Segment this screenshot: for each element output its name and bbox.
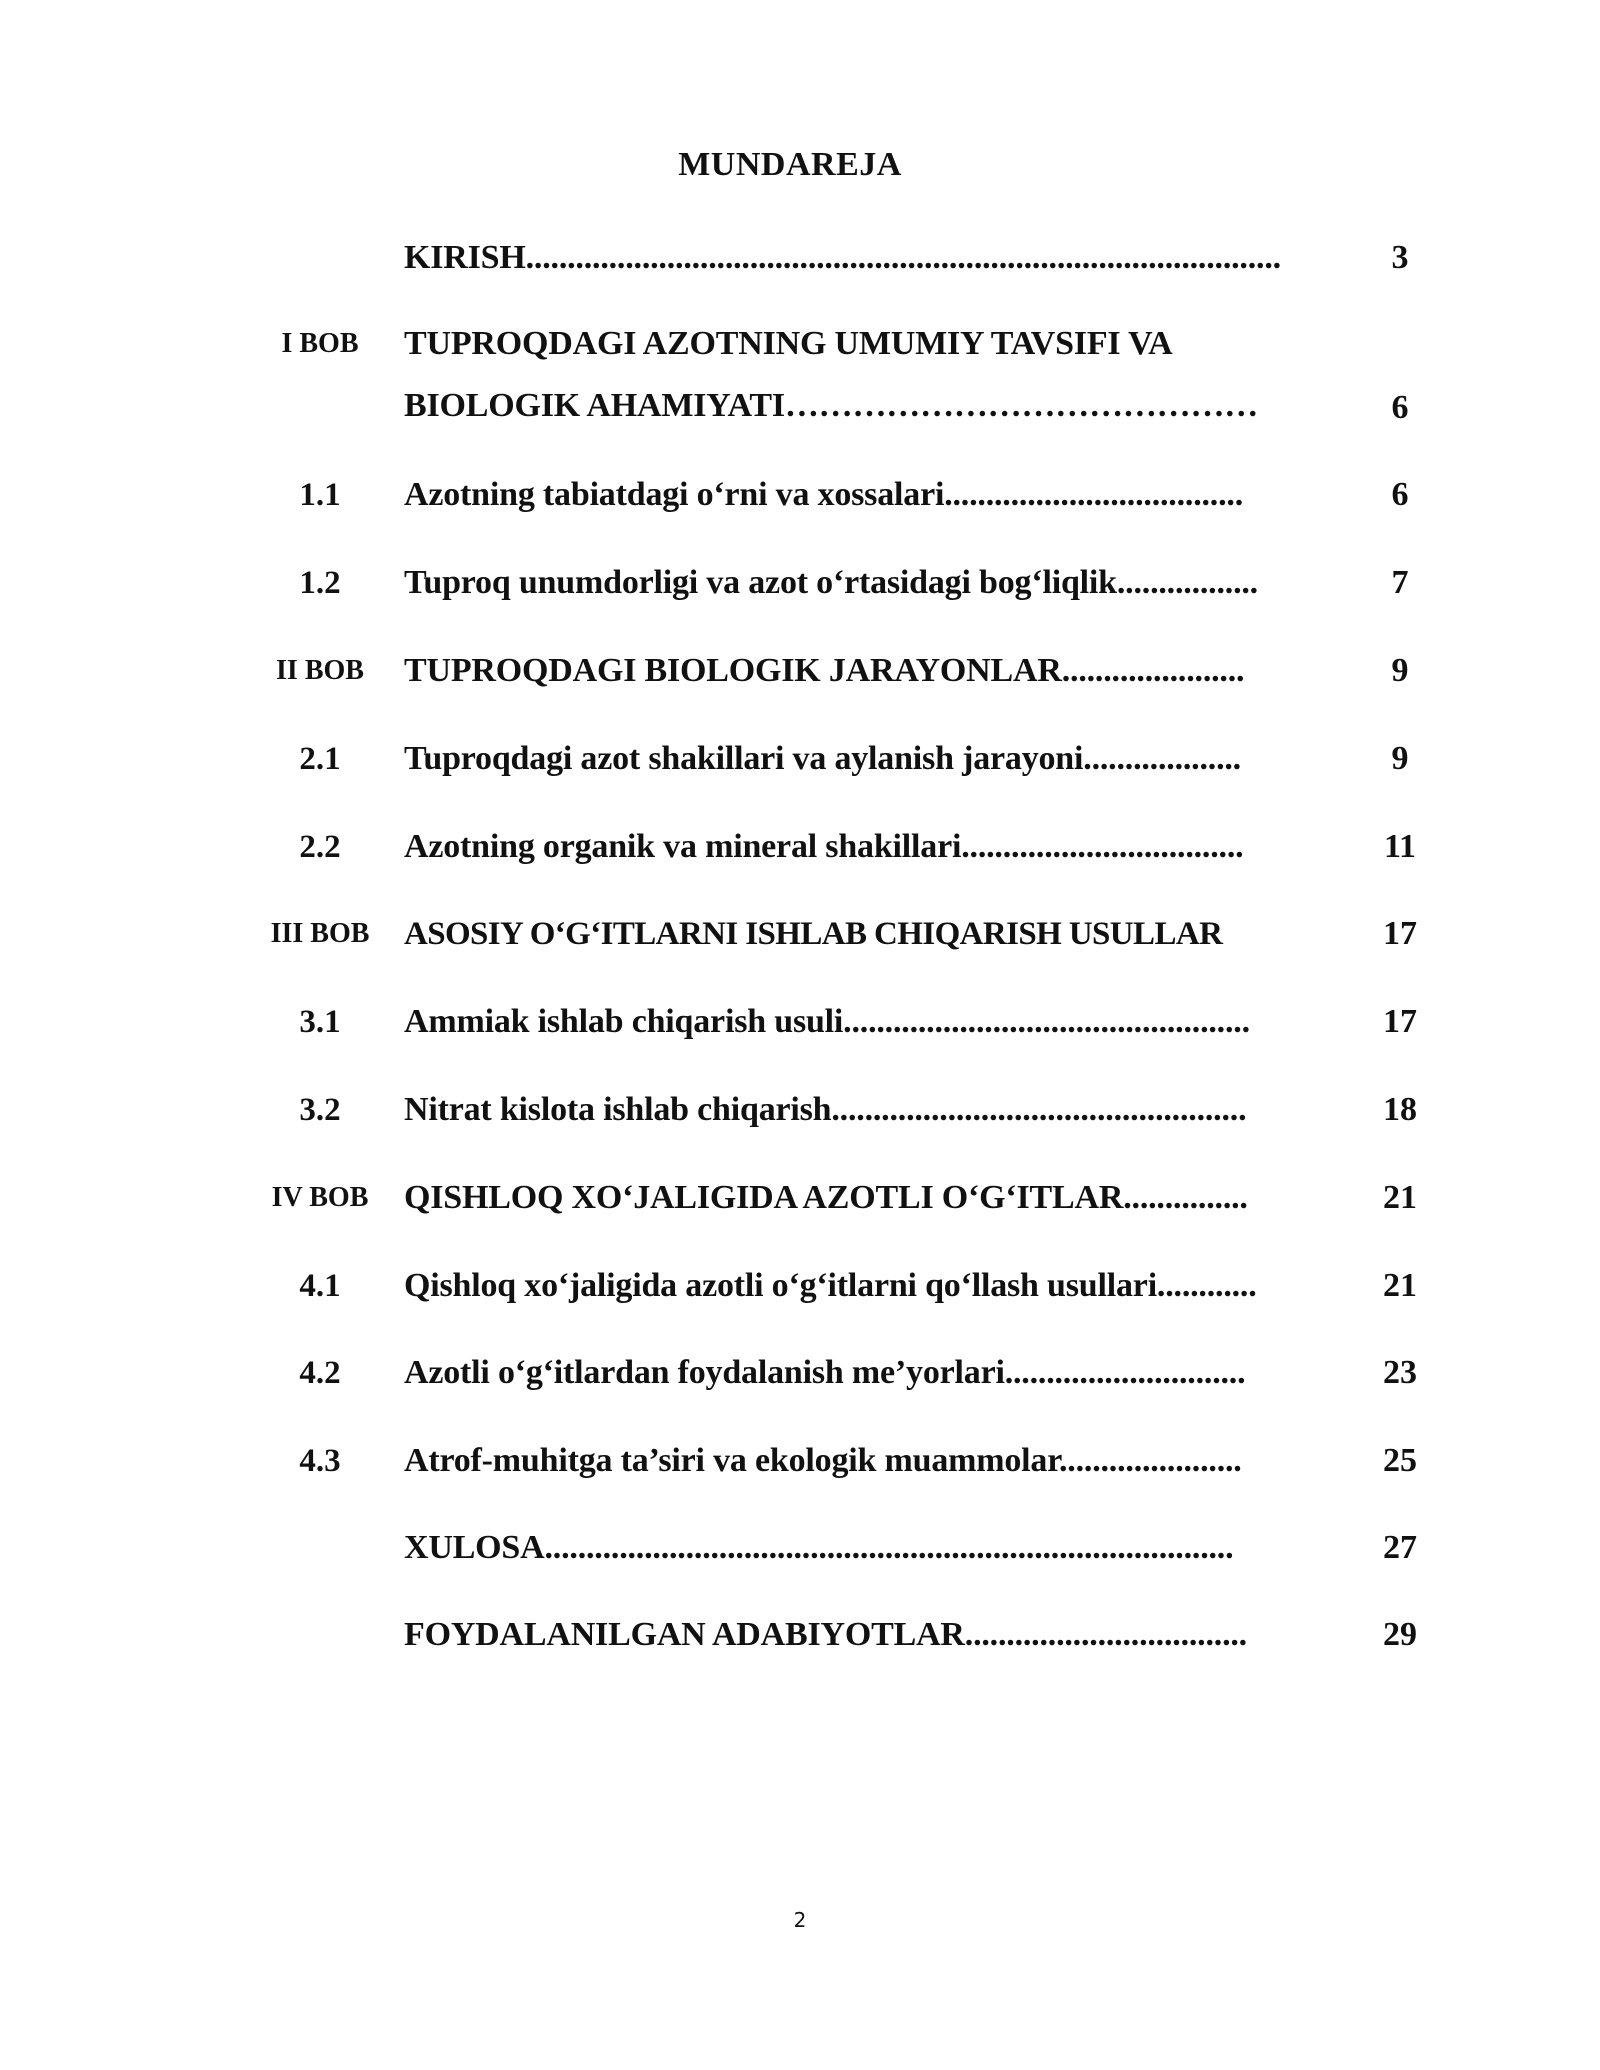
toc-entry-title: Nitrat kislota ishlab chiqarish.................................................. — [404, 1091, 1247, 1128]
toc-entry-page: 9 — [1391, 740, 1409, 777]
toc-entry-chapter-1[interactable] — [0, 319, 1600, 443]
toc-entry-4-1[interactable] — [0, 1261, 1600, 1311]
toc-entry-kirish[interactable] — [0, 233, 1600, 283]
toc-entry-title: Atrof-muhitga ta’siri va ekologik muammolar...................... — [404, 1442, 1242, 1479]
toc-entry-chapter-2[interactable] — [0, 646, 1600, 696]
toc-entry-number: 4.3 — [299, 1443, 341, 1479]
toc-entry-page: 7 — [1391, 564, 1409, 601]
toc-entry-number: 1.1 — [299, 477, 341, 513]
toc-entry-3-2[interactable] — [0, 1085, 1600, 1135]
toc-entry-page: 29 — [1383, 1616, 1417, 1653]
toc-entry-page: 6 — [1391, 389, 1409, 426]
toc-entry-title: Qishloq xo‘jaligida azotli o‘g‘itlarni qo‘llash usullari............ — [404, 1267, 1257, 1304]
toc-entry-4-2[interactable] — [0, 1348, 1600, 1398]
toc-entry-title: Azotli o‘g‘itlardan foydalanish me’yorlari............................. — [404, 1354, 1246, 1391]
toc-entry-2-2[interactable] — [0, 822, 1600, 872]
toc-entry-page: 3 — [1391, 239, 1409, 276]
toc-entry-page: 21 — [1383, 1267, 1417, 1304]
toc-entry-3-1[interactable] — [0, 997, 1600, 1047]
toc-entry-number: 3.2 — [299, 1092, 341, 1128]
toc-entry-chapter-4[interactable] — [0, 1173, 1600, 1223]
toc-entry-title: XULOSA................................................................................... — [404, 1529, 1234, 1566]
toc-entry-title-line2: BIOLOGIK AHAMIYATI…………………………………… — [404, 387, 1259, 424]
page-title: MUNDAREJA — [678, 146, 902, 183]
toc-entry-page: 27 — [1383, 1529, 1417, 1566]
toc-entry-page: 17 — [1383, 915, 1417, 952]
toc-entry-number: 1.2 — [299, 565, 341, 601]
toc-entry-page: 18 — [1383, 1091, 1417, 1128]
toc-entry-number: 2.1 — [299, 741, 341, 777]
toc-entry-title: QISHLOQ XO‘JALIGIDA AZOTLI O‘G‘ITLAR............... — [404, 1179, 1248, 1216]
toc-entry-4-3[interactable] — [0, 1436, 1600, 1486]
toc-entry-chapter-3[interactable] — [0, 909, 1600, 959]
page-number: 2 — [793, 1908, 807, 1932]
toc-entry-title: Tuproqdagi azot shakillari va aylanish jarayoni................... — [404, 740, 1241, 777]
toc-entry-title: Tuproq unumdorligi va azot o‘rtasidagi bog‘liqlik................. — [404, 564, 1258, 601]
toc-entry-number: 4.1 — [299, 1268, 341, 1304]
toc-entry-xulosa[interactable] — [0, 1523, 1600, 1573]
toc-entry-page: 23 — [1383, 1354, 1417, 1391]
toc-entry-1-2[interactable] — [0, 558, 1600, 608]
toc-entry-title: ASOSIY O‘G‘ITLARNI ISHLAB CHIQARISH USULLAR — [404, 916, 1223, 952]
toc-entry-title: KIRISH........................................................................................... — [404, 239, 1281, 276]
toc-entry-2-1[interactable] — [0, 734, 1600, 784]
toc-entry-number: 3.1 — [299, 1004, 341, 1040]
toc-entry-number: III BOB — [270, 918, 370, 949]
toc-entry-number: IV BOB — [271, 1182, 369, 1213]
toc-entry-title: FOYDALANILGAN ADABIYOTLAR.................................. — [404, 1616, 1247, 1653]
toc-entry-title-line1: TUPROQDAGI AZOTNING UMUMIY TAVSIFI VA — [404, 325, 1173, 362]
toc-entry-page: 11 — [1383, 828, 1417, 865]
toc-entry-title: Ammiak ishlab chiqarish usuli................................................. — [404, 1003, 1250, 1040]
toc-entry-number: II BOB — [276, 655, 364, 686]
toc-entry-title: TUPROQDAGI BIOLOGIK JARAYONLAR...................... — [404, 652, 1245, 689]
toc-entry-page: 9 — [1391, 652, 1409, 689]
toc-entry-number: 4.2 — [299, 1355, 341, 1391]
toc-entry-1-1[interactable] — [0, 470, 1600, 520]
toc-entry-number: 2.2 — [299, 829, 341, 865]
toc-entry-page: 17 — [1383, 1003, 1417, 1040]
toc-entry-page: 21 — [1383, 1179, 1417, 1216]
toc-entry-number: I BOB — [281, 328, 359, 359]
toc-entry-title: Azotning tabiatdagi o‘rni va xossalari.................................... — [404, 476, 1244, 513]
toc-entry-title: Azotning organik va mineral shakillari.................................. — [404, 828, 1244, 865]
toc-entry-adabiyotlar[interactable] — [0, 1610, 1600, 1660]
toc-entry-page: 6 — [1391, 476, 1409, 513]
toc-entry-page: 25 — [1383, 1442, 1417, 1479]
